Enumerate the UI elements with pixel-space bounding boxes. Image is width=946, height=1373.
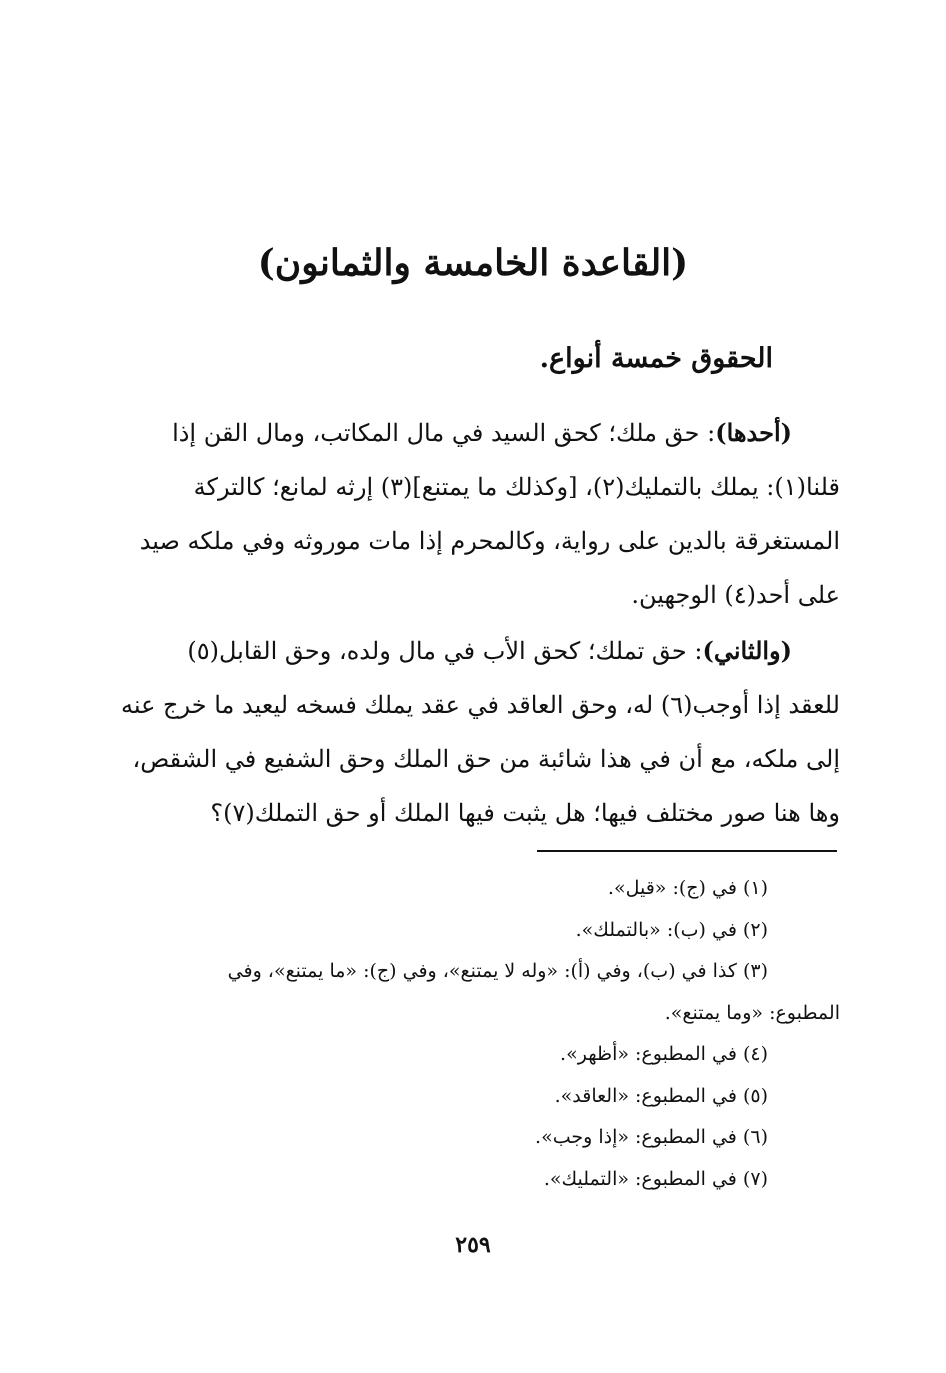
paragraph-label: (والثاني)	[702, 636, 792, 665]
footnote-item: (٤) في المطبوع: «أظهر».	[560, 1043, 768, 1065]
footnote-item: (٢) في (ب): «بالتملك».	[575, 918, 768, 941]
footnotes	[118, 868, 840, 1200]
footnote-item: (٣) كذا في (ب)، وفي (أ): «وله لا يمتنع»، وفي (ج): «ما يمتنع»، وفي	[227, 960, 768, 982]
footnote-item: (١) في (ج): «قيل».	[607, 877, 768, 899]
page-number: ٢٥٩	[455, 1232, 491, 1258]
paragraph-line: للعقد إذا أوجب(٦) له، وحق العاقد في عقد يملك فسخه ليعيد ما خرج عنه	[120, 691, 840, 719]
footnote-item: (٥) في المطبوع: «العاقد».	[554, 1084, 768, 1107]
paragraph-second-type	[118, 624, 840, 840]
paragraph-line: على أحد(٤) الوجهين.	[631, 581, 840, 609]
footnote-divider	[537, 850, 837, 852]
paragraph-line: المستغرقة بالدين على رواية، وكالمحرم إذا مات موروثه وفي ملكه صيد	[139, 527, 840, 555]
paragraph-line: إلى ملكه، مع أن في هذا شائبة من حق الملك وحق الشفيع في الشقص،	[132, 745, 840, 773]
paragraph-label: (أحدها)	[715, 418, 792, 447]
paragraph-line: قلنا(١): يملك بالتمليك(٢)، [وكذلك ما يمتنع](٣) إرثه لمانع؛ كالتركة	[193, 473, 840, 501]
footnote-item: (٧) في المطبوع: «التمليك».	[543, 1167, 768, 1190]
paragraph-line: (أحدها): حق ملك؛ كحق السيد في مال المكاتب، ومال القن إذا	[172, 418, 792, 447]
paragraph-line: وها هنا صور مختلف فيها؛ هل يثبت فيها الملك أو حق التملك(٧)؟	[210, 799, 840, 827]
footnote-item: (٦) في المطبوع: «إذا وجب».	[535, 1126, 768, 1148]
paragraph-first-type	[118, 406, 840, 622]
section-title: (القاعدة الخامسة والثمانون)	[257, 242, 689, 284]
footnote-item: المطبوع: «وما يمتنع».	[664, 1001, 840, 1024]
paragraph-line: (والثاني): حق تملك؛ كحق الأب في مال ولده، وحق القابل(٥)	[187, 636, 792, 665]
lead-sentence: الحقوق خمسة أنواع.	[539, 343, 773, 374]
